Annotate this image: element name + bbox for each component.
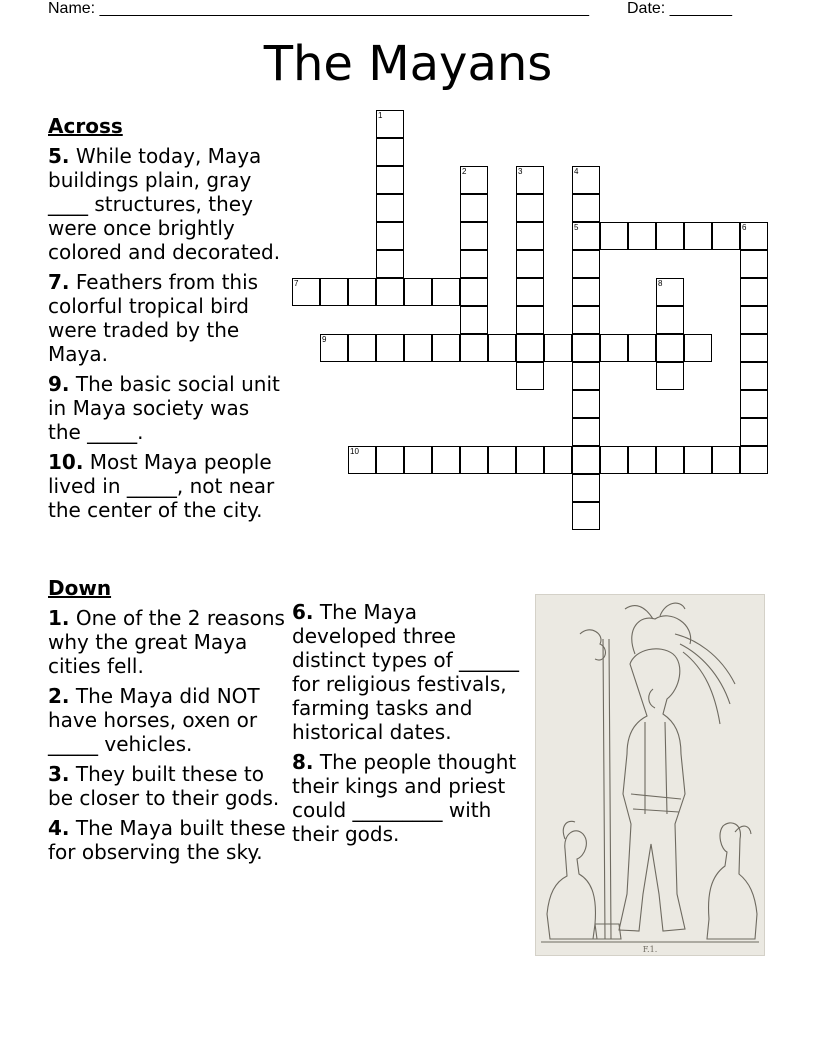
grid-cell[interactable]: [572, 362, 600, 390]
clue-text: The Maya developed three distinct types of ______ for religious festivals, farming tasks and historical dates.: [292, 600, 520, 744]
grid-cell[interactable]: [628, 446, 656, 474]
grid-cell[interactable]: [460, 250, 488, 278]
grid-cell[interactable]: [404, 278, 432, 306]
clue-number: 4.: [48, 816, 70, 840]
grid-cell[interactable]: [516, 194, 544, 222]
grid-cell[interactable]: [432, 334, 460, 362]
grid-cell[interactable]: [740, 278, 768, 306]
down-heading: Down: [48, 576, 112, 600]
grid-cell[interactable]: [376, 278, 404, 306]
grid-cell[interactable]: [516, 222, 544, 250]
grid-cell-number: 6: [742, 223, 747, 232]
grid-cell[interactable]: [656, 362, 684, 390]
grid-cell-number: 8: [658, 279, 663, 288]
maya-figure-illustration: [535, 594, 765, 956]
grid-cell[interactable]: [572, 502, 600, 530]
grid-cell[interactable]: [572, 306, 600, 334]
grid-cell-number: 4: [574, 167, 579, 176]
clue-number: 10.: [48, 450, 84, 474]
grid-cell[interactable]: [740, 334, 768, 362]
grid-cell[interactable]: [572, 194, 600, 222]
grid-cell-number: 10: [350, 447, 359, 456]
grid-cell[interactable]: [572, 334, 600, 362]
grid-cell[interactable]: [600, 222, 628, 250]
illustration-frame: [536, 595, 765, 956]
grid-cell[interactable]: [516, 250, 544, 278]
clue-text: The people thought their kings and priest could _________ with their gods.: [292, 750, 517, 846]
grid-cell[interactable]: [572, 390, 600, 418]
clue-text: Most Maya people lived in _____, not near the center of the city.: [48, 450, 275, 522]
date-field-label: Date: _______: [627, 0, 732, 17]
grid-cell[interactable]: [656, 446, 684, 474]
grid-cell[interactable]: [516, 362, 544, 390]
grid-cell[interactable]: [516, 334, 544, 362]
grid-cell[interactable]: [376, 222, 404, 250]
grid-cell[interactable]: [656, 222, 684, 250]
grid-cell[interactable]: [740, 418, 768, 446]
clue-text: While today, Maya buildings plain, gray ____ structures, they were once brightly colored and decorated.: [48, 144, 281, 264]
grid-cell[interactable]: [572, 278, 600, 306]
grid-cell[interactable]: [740, 390, 768, 418]
grid-cell[interactable]: [516, 306, 544, 334]
clue-number: 3.: [48, 762, 70, 786]
clue-text: They built these to be closer to their gods.: [48, 762, 280, 810]
grid-cell[interactable]: [432, 446, 460, 474]
clue-number: 7.: [48, 270, 70, 294]
grid-cell[interactable]: [740, 306, 768, 334]
grid-cell[interactable]: [376, 166, 404, 194]
grid-cell[interactable]: [600, 446, 628, 474]
grid-cell[interactable]: [376, 446, 404, 474]
grid-cell[interactable]: [712, 222, 740, 250]
grid-cell[interactable]: [376, 138, 404, 166]
grid-cell[interactable]: [572, 446, 600, 474]
grid-cell-number: 7: [294, 279, 299, 288]
clue-number: 9.: [48, 372, 70, 396]
name-field-label: Name: _______________________________________________________: [48, 0, 589, 17]
grid-cell[interactable]: [460, 194, 488, 222]
clue-number: 8.: [292, 750, 314, 774]
grid-cell[interactable]: [740, 362, 768, 390]
grid-cell[interactable]: [544, 334, 572, 362]
grid-cell[interactable]: [488, 334, 516, 362]
grid-cell[interactable]: [572, 474, 600, 502]
grid-cell[interactable]: [740, 446, 768, 474]
grid-cell[interactable]: [376, 250, 404, 278]
clue-text: The basic social unit in Maya society was the _____.: [48, 372, 280, 444]
grid-cell[interactable]: [656, 306, 684, 334]
grid-cell[interactable]: [544, 446, 572, 474]
grid-cell[interactable]: [488, 446, 516, 474]
clue-text: The Maya built these for observing the sky.: [48, 816, 286, 864]
grid-cell[interactable]: [712, 446, 740, 474]
grid-cell[interactable]: [404, 446, 432, 474]
grid-cell[interactable]: [460, 222, 488, 250]
across-heading: Across: [48, 114, 123, 138]
grid-cell[interactable]: [404, 334, 432, 362]
clue-number: 5.: [48, 144, 70, 168]
grid-cell[interactable]: [516, 446, 544, 474]
grid-cell[interactable]: [684, 334, 712, 362]
grid-cell-number: 5: [574, 223, 579, 232]
grid-cell-number: 2: [462, 167, 467, 176]
grid-cell[interactable]: [376, 194, 404, 222]
clue-text: The Maya did NOT have horses, oxen or _____ vehicles.: [48, 684, 260, 756]
grid-cell[interactable]: [516, 278, 544, 306]
clue-number: 6.: [292, 600, 314, 624]
grid-cell[interactable]: [348, 278, 376, 306]
grid-cell[interactable]: [460, 446, 488, 474]
grid-cell[interactable]: [376, 334, 404, 362]
grid-cell[interactable]: [460, 334, 488, 362]
grid-cell[interactable]: [432, 278, 460, 306]
grid-cell[interactable]: [628, 222, 656, 250]
grid-cell[interactable]: [656, 334, 684, 362]
grid-cell[interactable]: [684, 222, 712, 250]
page-title: The Mayans: [263, 36, 553, 92]
clue-text: One of the 2 reasons why the great Maya cities fell.: [48, 606, 285, 678]
grid-cell[interactable]: [600, 334, 628, 362]
grid-cell-number: 3: [518, 167, 523, 176]
grid-cell[interactable]: [572, 250, 600, 278]
grid-cell[interactable]: [348, 334, 376, 362]
grid-cell[interactable]: [320, 278, 348, 306]
clue-text: Feathers from this colorful tropical bird were traded by the Maya.: [48, 270, 259, 366]
grid-cell[interactable]: [460, 306, 488, 334]
grid-cell[interactable]: [572, 418, 600, 446]
grid-cell[interactable]: [740, 250, 768, 278]
clue-number: 1.: [48, 606, 70, 630]
grid-cell-number: 9: [322, 335, 327, 344]
grid-cell[interactable]: [628, 334, 656, 362]
clue-number: 2.: [48, 684, 70, 708]
grid-cell[interactable]: [460, 278, 488, 306]
illustration-caption: F.1.: [642, 945, 658, 954]
grid-cell[interactable]: [684, 446, 712, 474]
grid-cell-number: 1: [378, 111, 383, 120]
